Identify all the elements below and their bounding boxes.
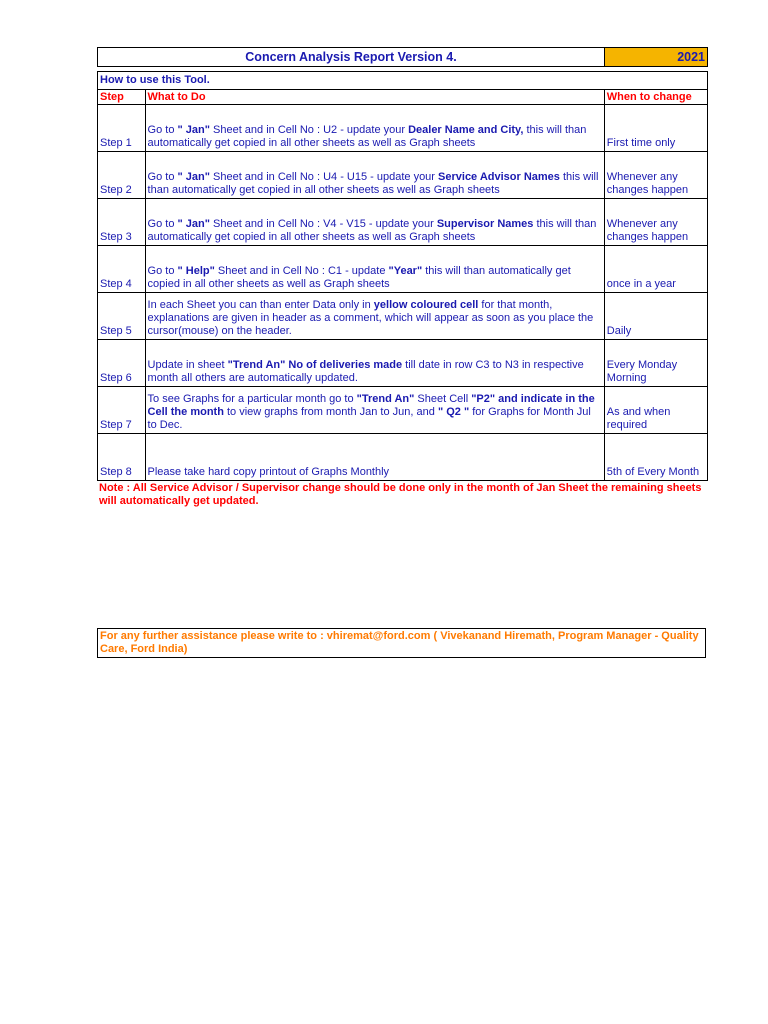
step-when: Whenever any changes happen <box>604 199 707 246</box>
instruction-segment: " Jan" <box>177 218 210 230</box>
instruction-segment: To see Graphs for a particular month go to <box>147 393 357 405</box>
step-when: 5th of Every Month <box>604 434 707 481</box>
step-instruction <box>145 199 604 246</box>
table-row <box>98 105 708 152</box>
howto-heading: How to use this Tool. <box>97 71 708 89</box>
step-instruction <box>145 105 604 152</box>
column-header-what: What to Do <box>145 90 604 105</box>
instruction-segment: Supervisor Names <box>436 218 534 230</box>
step-label: Step 1 <box>98 105 146 152</box>
instruction-segment: yellow coloured cell <box>373 299 479 311</box>
step-when: First time only <box>604 105 707 152</box>
instruction-segment: Sheet and in Cell No : C1 - update <box>214 265 389 277</box>
column-header-step: Step <box>98 90 146 105</box>
instruction-segment: Sheet Cell <box>414 393 472 405</box>
step-label: Step 4 <box>98 246 146 293</box>
step-label: Step 8 <box>98 434 146 481</box>
step-instruction <box>145 434 604 481</box>
instruction-segment: In each Sheet you can than enter Data only in <box>147 299 374 311</box>
instruction-segment: for Graphs for Month Jul to Dec. <box>147 406 591 431</box>
step-label: Step 7 <box>98 387 146 434</box>
instruction-segment: this will than automatically get copied in all other sheets as well as Graph sheets <box>147 124 587 149</box>
report-year: 2021 <box>605 48 707 66</box>
title-row <box>97 47 708 67</box>
table-row <box>98 199 708 246</box>
report-title: Concern Analysis Report Version 4. <box>98 48 605 66</box>
instruction-segment: Sheet and in Cell No : U4 - U15 - update your <box>209 171 439 183</box>
instruction-segment: "Year" <box>388 265 423 277</box>
instruction-segment: "Trend An" <box>356 393 415 405</box>
instruction-segment: Dealer Name and City, <box>408 124 524 136</box>
step-label: Step 5 <box>98 293 146 340</box>
step-when: once in a year <box>604 246 707 293</box>
step-instruction <box>145 387 604 434</box>
instruction-segment: " Q2 " <box>437 406 470 418</box>
instruction-segment: till date in row C3 to N3 in respective month all others are automatically updated. <box>147 359 584 384</box>
instruction-segment: " Help" <box>177 265 215 277</box>
step-instruction <box>145 293 604 340</box>
assistance-contact: For any further assistance please write to : vhiremat@ford.com ( Vivekanand Hiremath, Program Manager - Quality Care, Ford India) <box>97 628 706 658</box>
instruction-segment: Sheet and in Cell No : U2 - update your <box>209 124 409 136</box>
instruction-segment: Go to <box>147 171 178 183</box>
report-sheet <box>97 47 708 508</box>
instruction-segment: to view graphs from month Jan to Jun, and <box>223 406 438 418</box>
instruction-segment: this will than automatically get copied in all other sheets as well as Graph sheets <box>147 265 571 290</box>
instruction-segment: this will than automatically get copied in all other sheets as well as Graph sheets <box>147 218 597 243</box>
instruction-segment: Go to <box>147 218 178 230</box>
instruction-segment: Sheet and in Cell No : V4 - V15 - update your <box>209 218 437 230</box>
instruction-segment: Please take hard copy printout of Graphs Monthly <box>147 466 390 478</box>
step-when: Daily <box>604 293 707 340</box>
step-when: Whenever any changes happen <box>604 152 707 199</box>
table-row <box>98 246 708 293</box>
step-when: Every Monday Morning <box>604 340 707 387</box>
step-label: Step 2 <box>98 152 146 199</box>
instruction-segment: this will than automatically get copied in all other sheets as well as Graph sheets <box>147 171 599 196</box>
table-row <box>98 340 708 387</box>
step-when: As and when required <box>604 387 707 434</box>
instruction-segment: Update in sheet <box>147 359 228 371</box>
table-row <box>98 387 708 434</box>
table-row <box>98 434 708 481</box>
table-row <box>98 152 708 199</box>
instruction-segment: for that month, explanations are given in header as a comment, which will appear as soon as you place the cursor(mouse) on the header. <box>147 299 594 337</box>
column-header-when: When to change <box>604 90 707 105</box>
step-instruction <box>145 246 604 293</box>
instruction-segment: "P2" and indicate in the Cell the month <box>147 393 595 418</box>
steps-table <box>97 89 708 481</box>
step-label: Step 6 <box>98 340 146 387</box>
step-instruction <box>145 340 604 387</box>
note-text: Note : All Service Advisor / Supervisor change should be done only in the month of Jan Sheet the remaining sheets will automatically get updated. <box>99 482 702 507</box>
instruction-segment: Service Advisor Names <box>438 171 560 183</box>
instruction-segment: "Trend An" No of deliveries made <box>227 359 403 371</box>
table-row <box>98 293 708 340</box>
step-instruction <box>145 152 604 199</box>
step-label: Step 3 <box>98 199 146 246</box>
instruction-segment: Go to <box>147 265 178 277</box>
instruction-segment: " Jan" <box>177 171 210 183</box>
instruction-segment: " Jan" <box>177 124 210 136</box>
instruction-segment: Go to <box>147 124 178 136</box>
table-header-row <box>98 90 708 105</box>
